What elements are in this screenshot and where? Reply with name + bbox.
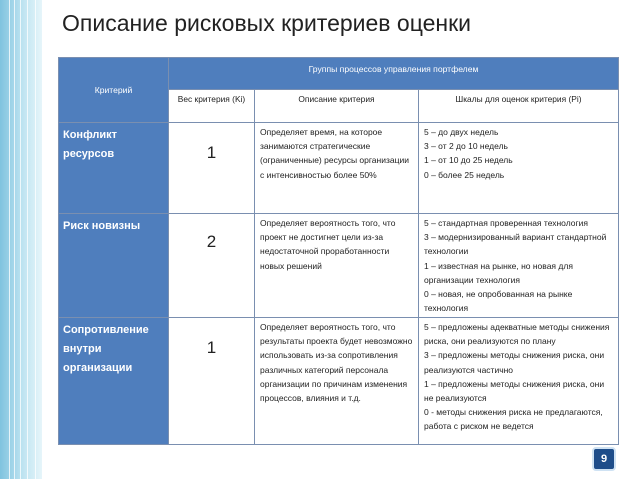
criterion-header: Критерий [59,58,169,123]
criterion-weight: 1 [169,123,255,214]
weight-header: Вес критерия (Ki) [169,90,255,123]
scale-line: 0 – более 25 недель [424,169,505,180]
criterion-name: Риск новизны [59,214,169,318]
scale-line: 1 – известная на рынке, но новая для организации технология [424,260,573,285]
criterion-weight: 2 [169,214,255,318]
sidebar-stripe [35,0,36,479]
slide-title: Описание рисковых критериев оценки [62,10,472,36]
group-header: Группы процессов управления портфелем [169,58,619,90]
scale-line: 3 – от 2 до 10 недель [424,141,508,152]
criterion-description: Определяет вероятность того, что проект не достигнет цели из-за недостаточной проработанности новых решений [255,214,419,318]
table-row [59,318,619,445]
scale-line: 3 – модернизированный вариант стандартной технологии [424,232,607,257]
page-number-badge: 9 [592,447,616,471]
criterion-scales [419,123,619,214]
criterion-scales [419,214,619,318]
scales-header: Шкалы для оценок критерия (Pi) [419,90,619,123]
criterion-name: Сопротивление внутри организации [59,318,169,445]
scale-line: 5 – предложены адекватные методы снижения риска, они реализуются по плану [424,322,610,347]
table-row [59,123,619,214]
scale-line: 1 – предложены методы снижения риска, они не реализуются [424,378,605,404]
criterion-name: Конфликт ресурсов [59,123,169,214]
criterion-description: Определяет время, на которое занимаются стратегические (ограниченные) ресурсы организации с интенсивностью более 50% [255,123,419,214]
scale-line: 1 – от 10 до 25 недель [424,155,513,166]
sidebar-stripe [20,0,21,479]
description-header: Описание критерия [255,90,419,123]
criterion-description: Определяет вероятность того, что результаты проекта будет невозможно использовать из-за сопротивления различных категорий персонала организации по причинам изменения процессов, влияния и т.д. [255,318,419,445]
scale-line: 0 – новая, не опробованная на рынке технология [424,289,573,314]
scale-line: 3 – предложены методы снижения риска, они реализуются частично [424,350,605,375]
sidebar-stripe [9,0,10,479]
risk-criteria-table [58,57,619,445]
criterion-weight: 1 [169,318,255,445]
scale-line: 5 – стандартная проверенная технология [424,218,588,228]
criterion-scales [419,318,619,445]
table-row [59,214,619,318]
sidebar-stripe [27,0,28,479]
sidebar-stripe [14,0,15,479]
scale-line: 5 – до двух недель [424,127,499,137]
decorative-sidebar [0,0,42,479]
scale-line: 0 - методы снижения риска не предлагаются, работа с риском не ведется [424,407,603,432]
header-row [59,58,619,90]
